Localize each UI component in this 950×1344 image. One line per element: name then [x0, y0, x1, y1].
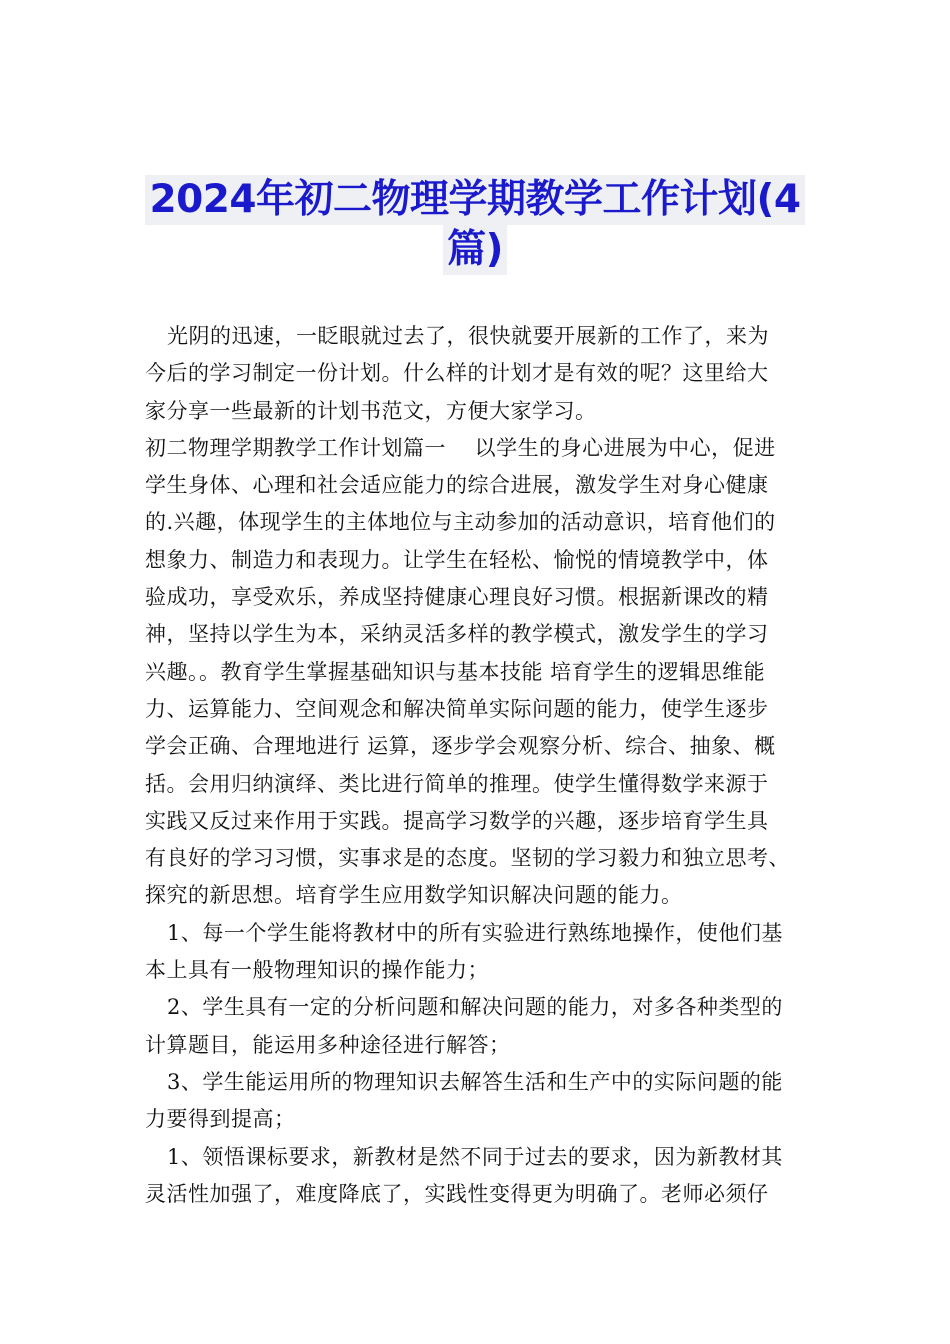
title-line-2: 篇) — [443, 225, 507, 275]
body-line: 实践又反过来作用于实践。提高学习数学的兴趣，逐步培育学生具 — [145, 808, 769, 833]
body-line: 力要得到提高； — [145, 1107, 296, 1132]
body-line: 2、学生具有一定的分析问题和解决问题的能力，对多各种类型的 — [167, 995, 783, 1020]
body-line: 初二物理学期教学工作计划篇一 以学生的身心进展为中心，促进 — [145, 435, 776, 460]
body-line: 想象力、制造力和表现力。让学生在轻松、愉悦的情境教学中，体 — [145, 547, 769, 572]
document-body — [145, 318, 815, 1213]
body-line: 括。会用归纳演绎、类比进行简单的推理。使学生懂得数学来源于 — [145, 771, 769, 796]
body-line: 3、学生能运用所的物理知识去解答生活和生产中的实际问题的能 — [167, 1069, 783, 1094]
body-line: 的.兴趣，体现学生的主体地位与主动参加的活动意识，培育他们的 — [145, 510, 776, 535]
body-line: 探究的新思想。培育学生应用数学知识解决问题的能力。 — [145, 883, 683, 908]
body-line: 本上具有一般物理知识的操作能力； — [145, 958, 489, 983]
document-title — [140, 175, 810, 275]
body-line: 学生身体、心理和社会适应能力的综合进展，激发学生对身心健康 — [145, 473, 769, 498]
body-line: 计算题目，能运用多种途径进行解答； — [145, 1032, 511, 1057]
title-line-1-row — [140, 175, 810, 225]
body-line: 学会正确、合理地进行 运算，逐步学会观察分析、综合、抽象、概 — [145, 734, 776, 759]
body-line: 家分享一些最新的计划书范文，方便大家学习。 — [145, 398, 597, 423]
body-line: 有良好的学习习惯，实事求是的态度。坚韧的学习毅力和独立思考、 — [145, 846, 790, 871]
body-line: 1、领悟课标要求，新教材是然不同于过去的要求，因为新教材其 — [167, 1144, 783, 1169]
body-line: 1、每一个学生能将教材中的所有实验进行熟练地操作，使他们基 — [167, 920, 783, 945]
body-line: 兴趣。。教育学生掌握基础知识与基本技能 培育学生的逻辑思维能 — [145, 659, 766, 684]
body-line: 今后的学习制定一份计划。什么样的计划才是有效的呢？这里给大 — [145, 361, 769, 386]
body-line: 神，坚持以学生为本，采纳灵活多样的教学模式，激发学生的学习 — [145, 622, 769, 647]
body-line: 力、运算能力、空间观念和解决简单实际问题的能力，使学生逐步 — [145, 696, 769, 721]
body-line: 光阴的迅速，一眨眼就过去了，很快就要开展新的工作了，来为 — [167, 324, 769, 348]
body-line: 验成功，享受欢乐，养成坚持健康心理良好习惯。根据新课改的精 — [145, 585, 769, 610]
body-line: 灵活性加强了，难度降底了，实践性变得更为明确了。老师必须仔 — [145, 1181, 769, 1206]
title-line-1: 2024年初二物理学期教学工作计划(4 — [145, 175, 804, 225]
title-line-2-row — [140, 225, 810, 275]
